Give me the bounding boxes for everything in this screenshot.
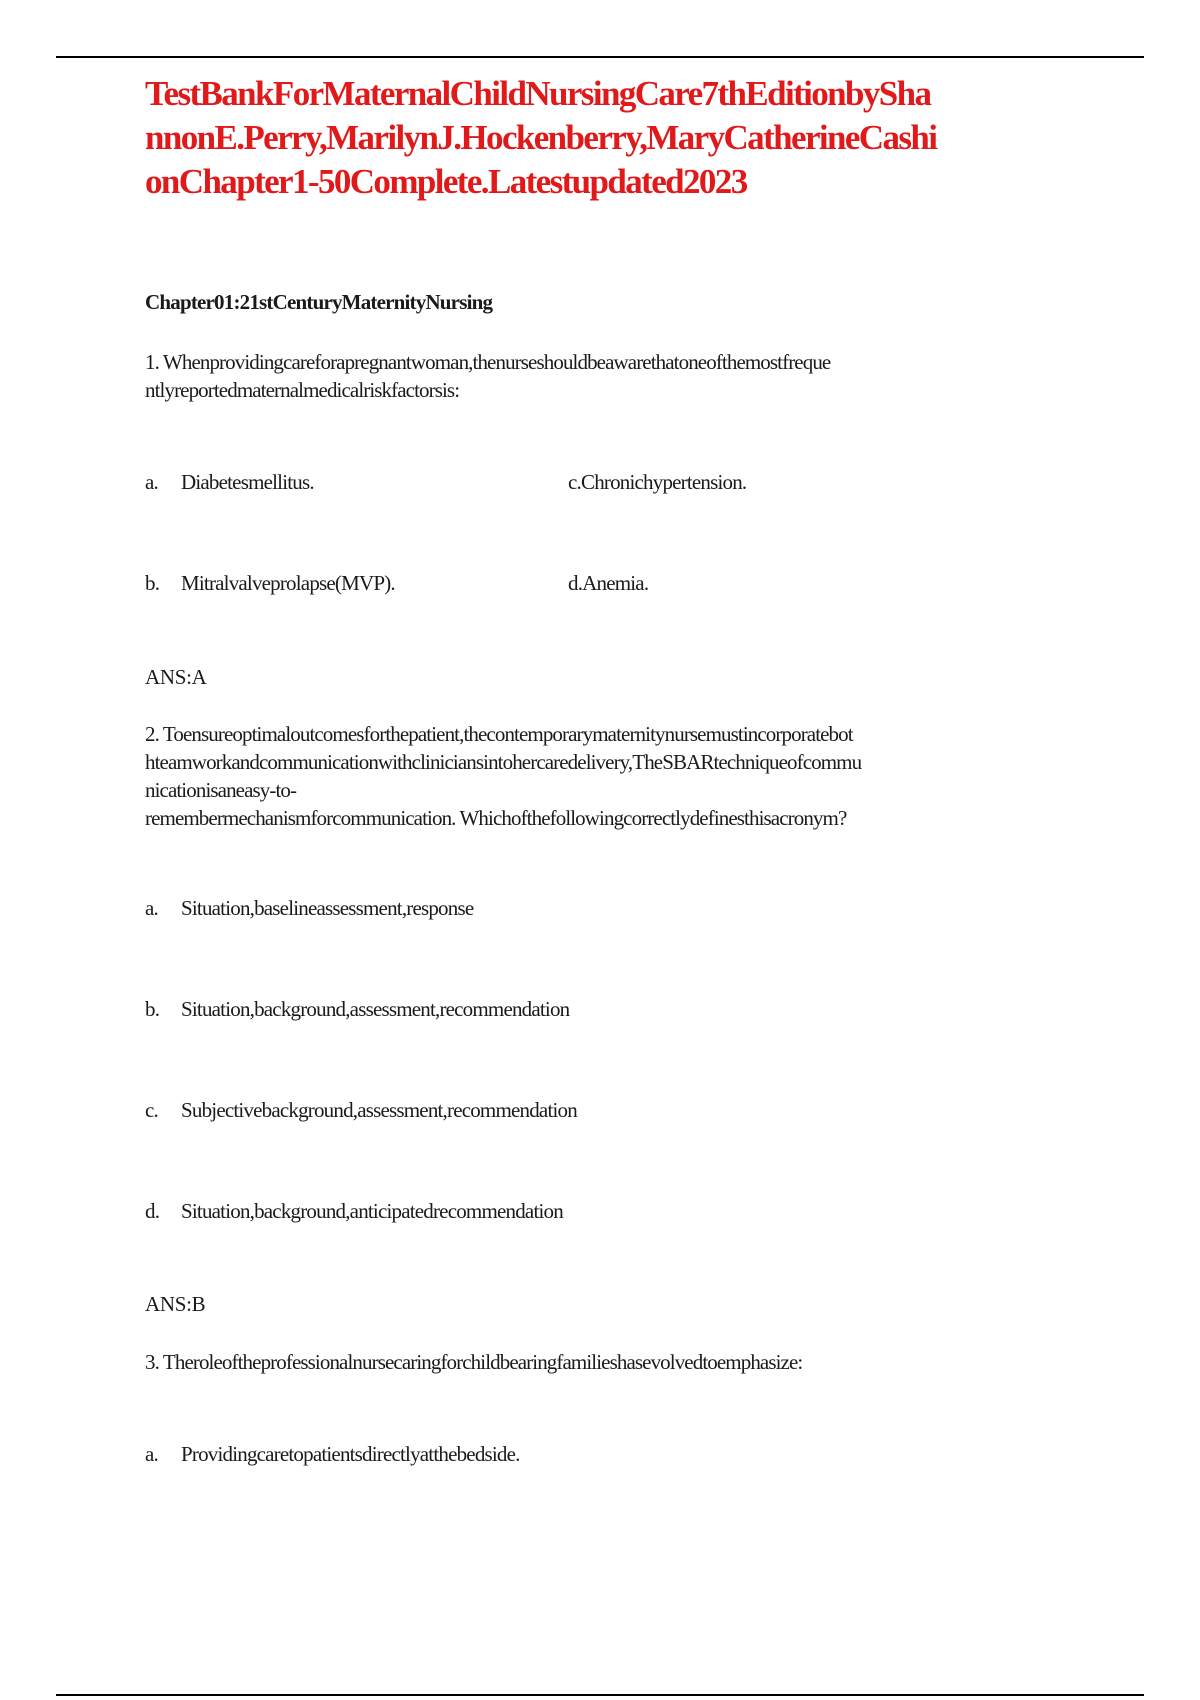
- option-letter: c.: [568, 470, 581, 494]
- option-text: Mitralvalveprolapse(MVP).: [181, 571, 395, 595]
- title-line: onChapter1-50Complete.Latestupdated2023: [145, 162, 747, 201]
- option-text: Chronichypertension.: [580, 470, 747, 494]
- option-c: [568, 470, 746, 495]
- option-text: Anemia.: [582, 571, 649, 595]
- option-letter: b.: [145, 997, 160, 1021]
- option-text: Subjectivebackground,assessment,recommendation: [181, 1098, 577, 1122]
- option-a: [145, 896, 473, 921]
- option-text: Situation,baselineassessment,response: [181, 896, 474, 920]
- option-c: [145, 1098, 577, 1123]
- answer-key: ANS:A: [145, 665, 207, 689]
- question-text-line: hteamworkandcommunicationwithcliniciansintohercaredelivery,TheSBARtechniqueofcommu: [145, 750, 862, 774]
- question-text-line: remembermechanismforcommunication. Whichofthefollowingcorrectlydefinesthisacronym?: [145, 806, 847, 830]
- chapter-heading: Chapter01:21stCenturyMaternityNursing: [145, 290, 493, 314]
- question-text-line: 3. Theroleoftheprofessionalnursecaringforchildbearingfamilieshasevolvedtoemphasize:: [145, 1350, 803, 1374]
- title-line: TestBankForMaternalChildNursingCare7thEditionbySha: [145, 74, 931, 113]
- option-d: [568, 571, 648, 596]
- option-letter: d.: [568, 571, 583, 595]
- option-letter: b.: [145, 571, 160, 595]
- option-text: Diabetesmellitus.: [181, 470, 314, 494]
- bottom-rule: [56, 1694, 1144, 1696]
- answer-key: ANS:B: [145, 1292, 206, 1316]
- option-a: [145, 470, 314, 495]
- option-letter: c.: [145, 1098, 158, 1122]
- option-text: Providingcaretopatientsdirectlyatthebedside.: [181, 1442, 520, 1466]
- option-text: Situation,background,anticipatedrecommendation: [181, 1199, 563, 1223]
- option-b: [145, 997, 569, 1022]
- option-letter: a.: [145, 1442, 158, 1466]
- top-rule: [56, 56, 1144, 58]
- option-text: Situation,background,assessment,recommendation: [181, 997, 570, 1021]
- option-b: [145, 571, 395, 596]
- question-text-line: 1. Whenprovidingcareforapregnantwoman,thenurseshouldbeawarethatoneofthemostfreque: [145, 350, 831, 374]
- option-letter: a.: [145, 470, 158, 494]
- option-d: [145, 1199, 563, 1224]
- option-a: [145, 1442, 520, 1467]
- question-text-line: nicationisaneasy-to-: [145, 778, 297, 802]
- option-letter: d.: [145, 1199, 160, 1223]
- question-text-line: 2. Toensureoptimaloutcomesforthepatient,thecontemporarymaternitynursemustincorporatebot: [145, 722, 853, 746]
- title-line: nnonE.Perry,MarilynJ.Hockenberry,MaryCatherineCashi: [145, 118, 937, 157]
- document-title: [145, 72, 1145, 204]
- question-text-line: ntlyreportedmaternalmedicalriskfactorsis:: [145, 378, 460, 402]
- option-letter: a.: [145, 896, 158, 920]
